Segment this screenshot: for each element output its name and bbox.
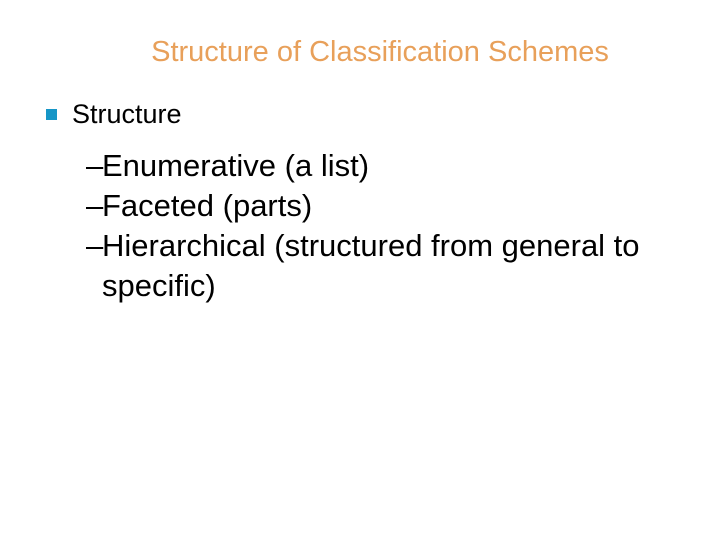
sub-bullet-enumerative (86, 146, 706, 186)
sub-bullet-label: Hierarchical (structured from general to specific) (102, 228, 640, 303)
sub-bullet-label: Faceted (parts) (102, 188, 313, 223)
dash-bullet: – (86, 228, 104, 263)
square-bullet-icon (46, 109, 57, 120)
bullet-label: Structure (72, 99, 182, 129)
dash-bullet: – (86, 188, 104, 223)
slide-title: Structure of Classification Schemes (151, 36, 609, 68)
sub-bullet-label: Enumerative (a list) (102, 148, 370, 183)
sub-bullet-faceted (86, 186, 706, 226)
sub-bullet-list (86, 146, 706, 306)
bullet-structure (46, 96, 182, 132)
sub-bullet-hierarchical (86, 226, 706, 306)
dash-bullet: – (86, 148, 104, 183)
